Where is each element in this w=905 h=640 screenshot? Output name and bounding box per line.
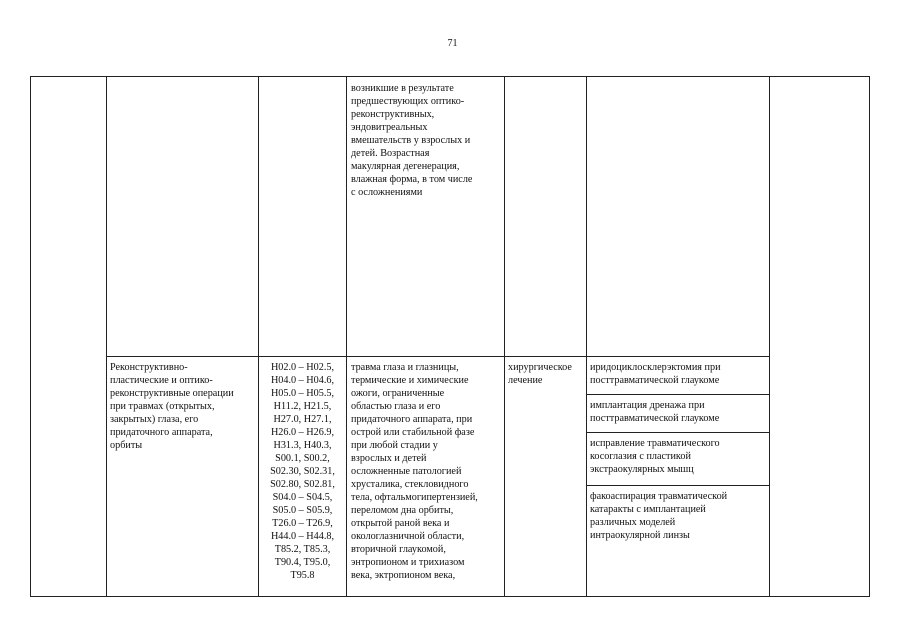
patient-model-continuation: возникшие в результате предшествующих оптико- реконструктивных, эндовитреальных вмешательств у взрослых и детей. Возрастная макулярная дегенерация, влажная форма, в том числе с осложнениями [351,83,473,198]
method-divider [586,485,769,486]
icd-codes-cell: H02.0 – H02.5, H04.0 – H04.6, H05.0 – H05.5, H11.2, H21.5, H27.0, H27.1, H26.0 – H26.9, H31.3, H40.3, S00.1, S00.2, S02.30, S02.31, S02.80, S02.81, S04.0 – S04.5, S05.0 – S05.9, T26.0 – T26.9, H44.0 – H44.8, T85.2, T85.3, T90.4, T95.0, T95.8 [270,362,335,581]
page-number: 71 [447,38,458,49]
row-divider [106,356,769,357]
method-item: иридоциклосклерэктомия при посттравматической глаукоме [590,362,721,386]
column-divider [504,77,505,596]
column-divider [769,77,770,596]
column-divider [106,77,107,596]
intervention-type-cell: Реконструктивно- пластические и оптико- реконструктивные операции при травмах (открытых, закрытых) глаза, его придаточного аппарата, орбиты [110,362,234,451]
method-item: исправление травматического косоглазия с пластикой экстраокулярных мышц [590,438,720,475]
column-divider [346,77,347,596]
treatment-type-cell: хирургическое лечение [508,362,572,386]
method-divider [586,394,769,395]
medical-care-table [30,76,870,597]
column-divider [258,77,259,596]
column-divider [586,77,587,596]
method-item: имплантация дренажа при посттравматической глаукоме [590,400,720,424]
method-divider [586,432,769,433]
method-item: факоаспирация травматической катаракты с имплантацией различных моделей интраокулярной линзы [590,491,728,541]
patient-model-cell: травма глаза и глазницы, термические и химические ожоги, ограниченные областью глаза и его придаточного аппарата, при острой или стабильной фазе при любой стадии у взрослых и детей осложненные патологией хрусталика, стекловидного тела, офтальмогипертензией, переломом дна орбиты, открытой раной века и окологлазничной области, вторичной глаукомой, энтропионом и трихиазом века, эктропионом века, [351,362,478,581]
